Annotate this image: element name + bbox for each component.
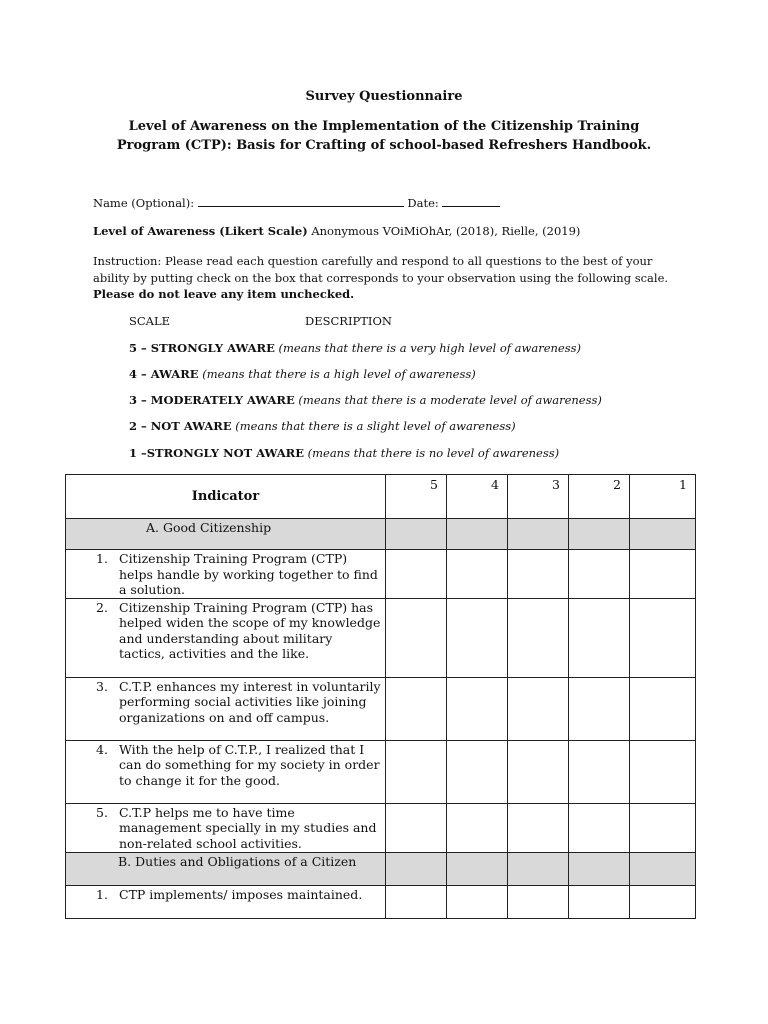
- scale-item-1: [129, 446, 559, 460]
- rating-cell-4[interactable]: [447, 885, 508, 918]
- rating-cell-1[interactable]: [630, 803, 696, 852]
- table-row: [66, 677, 696, 740]
- rating-cell-2[interactable]: [569, 598, 630, 677]
- scale-description: (means that there is a moderate level of awareness): [298, 393, 602, 407]
- likert-source: Anonymous VOiMiOhAr, (2018), Rielle, (2019): [311, 224, 581, 238]
- document-title: Survey Questionnaire: [305, 89, 463, 104]
- section-cell: [508, 519, 569, 550]
- instruction-warning: Please do not leave any item unchecked.: [93, 287, 355, 301]
- rating-cell-3[interactable]: [508, 740, 569, 803]
- rating-cell-1[interactable]: [630, 885, 696, 918]
- item-number: 1.: [96, 551, 108, 566]
- item-number: 3.: [96, 678, 108, 694]
- item-text: With the help of C.T.P., I realized that I can do something for my society in order to change it for the good.: [119, 741, 380, 788]
- instruction-paragraph: [93, 253, 683, 303]
- indicator-cell: [66, 885, 386, 918]
- rating-cell-1[interactable]: [630, 550, 696, 599]
- indicator-header: Indicator: [66, 475, 386, 519]
- scale-description: (means that there is no level of awareness): [307, 446, 560, 460]
- section-cell: [569, 852, 630, 885]
- rating-cell-4[interactable]: [447, 677, 508, 740]
- rating-cell-3[interactable]: [508, 803, 569, 852]
- scale-description: (means that there is a high level of awareness): [202, 367, 476, 381]
- subtitle-line-2: Program (CTP): Basis for Crafting of school-based Refreshers Handbook.: [116, 138, 652, 153]
- rating-cell-3[interactable]: [508, 550, 569, 599]
- section-title: A. Good Citizenship: [66, 519, 386, 550]
- rating-cell-1[interactable]: [630, 740, 696, 803]
- rating-cell-2[interactable]: [569, 550, 630, 599]
- section-title: B. Duties and Obligations of a Citizen: [66, 852, 386, 885]
- section-row-a: [66, 519, 696, 550]
- section-cell: [569, 519, 630, 550]
- subtitle-line-1: Level of Awareness on the Implementation of the Citizenship Training: [128, 119, 640, 134]
- rating-cell-5[interactable]: [386, 598, 447, 677]
- table-row: [66, 550, 696, 599]
- item-text: C.T.P helps me to have time management specially in my studies and non-related school activities.: [119, 804, 377, 851]
- likert-reference: [93, 224, 580, 238]
- likert-title: Level of Awareness (Likert Scale): [93, 224, 308, 238]
- indicator-cell: [66, 598, 386, 677]
- scale-item-2: [129, 419, 516, 433]
- rating-cell-2[interactable]: [569, 740, 630, 803]
- name-date-row: [93, 195, 500, 210]
- rating-cell-5[interactable]: [386, 550, 447, 599]
- indicator-cell: [66, 677, 386, 740]
- rating-cell-4[interactable]: [447, 803, 508, 852]
- indicator-cell: [66, 803, 386, 852]
- table-row: [66, 803, 696, 852]
- name-field[interactable]: [198, 195, 404, 207]
- rating-cell-4[interactable]: [447, 740, 508, 803]
- item-number: 4.: [96, 741, 108, 757]
- indicator-cell: [66, 550, 386, 599]
- rating-cell-4[interactable]: [447, 550, 508, 599]
- scale-item-4: [129, 367, 476, 381]
- rating-header-5: 5: [386, 475, 447, 519]
- rating-cell-2[interactable]: [569, 803, 630, 852]
- scale-header-description: DESCRIPTION: [305, 314, 392, 328]
- section-cell: [386, 519, 447, 550]
- rating-cell-2[interactable]: [569, 677, 630, 740]
- scale-item-3: [129, 393, 602, 407]
- rating-cell-5[interactable]: [386, 803, 447, 852]
- item-text: C.T.P. enhances my interest in voluntarily performing social activities like joining organizations on and off campus.: [119, 678, 381, 725]
- table-row: [66, 598, 696, 677]
- date-label: Date:: [407, 196, 439, 210]
- awareness-table: [65, 474, 696, 919]
- section-cell: [447, 852, 508, 885]
- section-cell: [630, 852, 696, 885]
- section-row-b: [66, 852, 696, 885]
- rating-cell-3[interactable]: [508, 598, 569, 677]
- table-header-row: [66, 475, 696, 519]
- rating-cell-5[interactable]: [386, 677, 447, 740]
- instruction-text: Instruction: Please read each question carefully and respond to all questions to the best of your ability by putting check on the box that corresponds to your observation using the following scale.: [93, 254, 669, 285]
- rating-cell-3[interactable]: [508, 885, 569, 918]
- date-field[interactable]: [442, 195, 500, 207]
- table-row: [66, 885, 696, 918]
- rating-cell-1[interactable]: [630, 677, 696, 740]
- rating-cell-2[interactable]: [569, 885, 630, 918]
- item-number: 1.: [96, 886, 108, 902]
- section-cell: [386, 852, 447, 885]
- section-cell: [630, 519, 696, 550]
- rating-header-1: 1: [630, 475, 696, 519]
- scale-label: 4 – AWARE: [129, 367, 199, 381]
- rating-header-3: 3: [508, 475, 569, 519]
- indicator-cell: [66, 740, 386, 803]
- scale-description: (means that there is a very high level of awareness): [278, 341, 582, 355]
- rating-header-2: 2: [569, 475, 630, 519]
- scale-label: 5 – STRONGLY AWARE: [129, 341, 275, 355]
- scale-header-scale: SCALE: [129, 314, 171, 328]
- item-text: Citizenship Training Program (CTP) has helped widen the scope of my knowledge and understanding about military tactics, activities and the like.: [119, 599, 381, 661]
- scale-label: 3 – MODERATELY AWARE: [129, 393, 295, 407]
- rating-header-4: 4: [447, 475, 508, 519]
- document-subtitle: [60, 117, 708, 155]
- name-label: Name (Optional):: [93, 196, 195, 210]
- section-cell: [447, 519, 508, 550]
- item-number: 5.: [96, 804, 108, 820]
- rating-cell-5[interactable]: [386, 740, 447, 803]
- scale-label: 2 – NOT AWARE: [129, 419, 232, 433]
- section-cell: [508, 852, 569, 885]
- scale-label: 1 –STRONGLY NOT AWARE: [129, 446, 304, 460]
- table-row: [66, 740, 696, 803]
- item-text: CTP implements/ imposes maintained.: [119, 886, 363, 902]
- rating-cell-3[interactable]: [508, 677, 569, 740]
- rating-cell-1[interactable]: [630, 598, 696, 677]
- scale-item-5: [129, 341, 581, 355]
- rating-cell-4[interactable]: [447, 598, 508, 677]
- item-number: 2.: [96, 599, 108, 615]
- item-text: Citizenship Training Program (CTP) helps handle by working together to find a solution.: [119, 551, 378, 597]
- scale-description: (means that there is a slight level of awareness): [235, 419, 516, 433]
- rating-cell-5[interactable]: [386, 885, 447, 918]
